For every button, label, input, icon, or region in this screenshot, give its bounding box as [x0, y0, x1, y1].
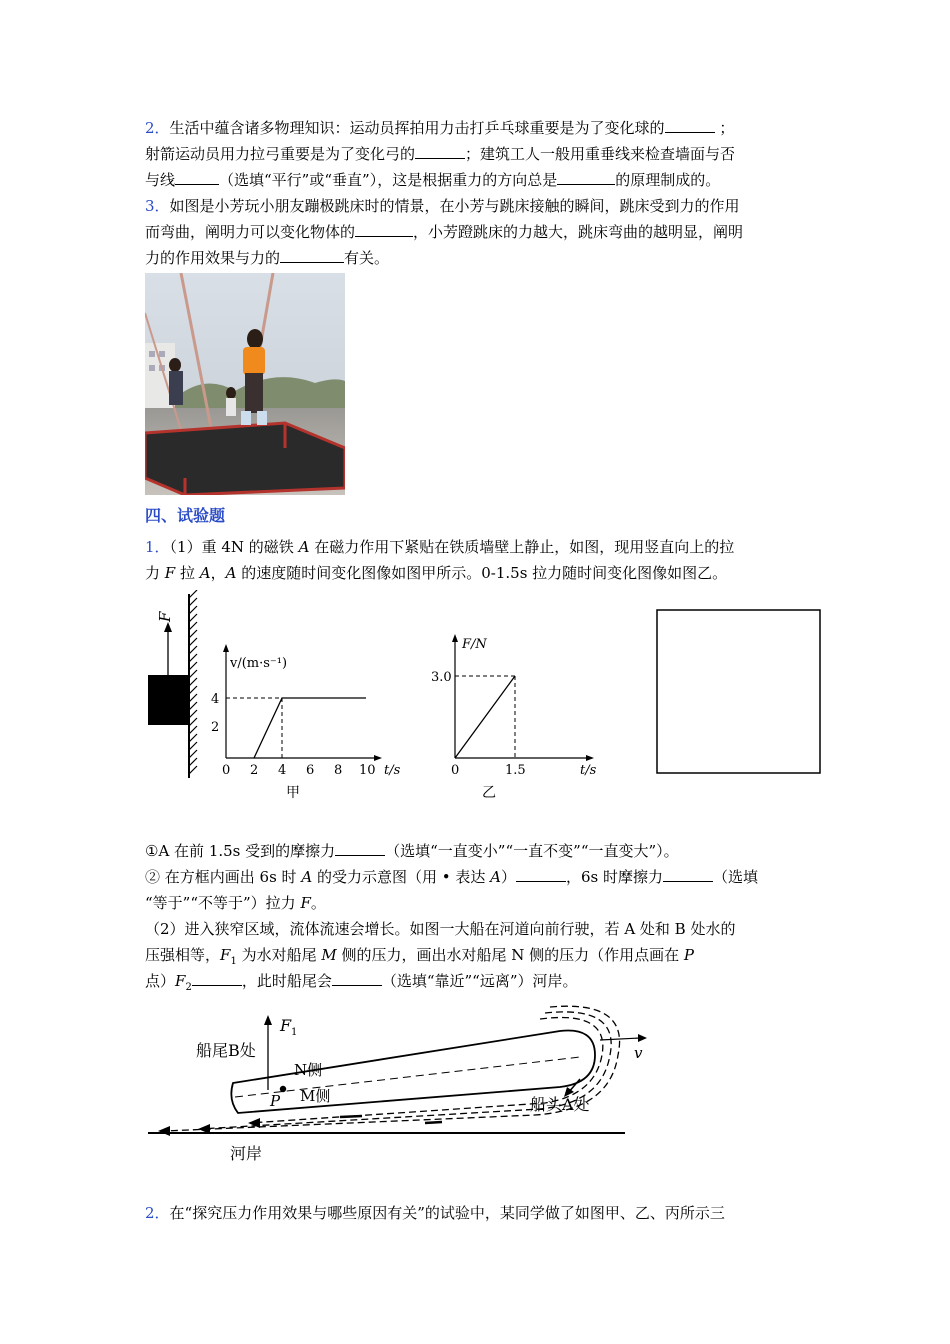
e1-text-italic: A — [199, 564, 211, 582]
wall-hatch-mark — [189, 630, 197, 638]
e1-text: “等于”“不等于”）拉力 — [145, 894, 301, 912]
e1-sub-1 — [145, 838, 815, 864]
trampoline-photo — [145, 273, 345, 495]
e1-subscript: 1 — [230, 956, 237, 967]
e1-part2-line-3 — [145, 968, 815, 1001]
wall-hatch-mark — [189, 694, 197, 702]
e1-text-italic: F — [175, 972, 186, 990]
e1-text: 点） — [145, 972, 176, 990]
wall-hatch-mark — [189, 702, 197, 710]
graph-yi — [431, 634, 597, 801]
answer-blank[interactable] — [332, 970, 382, 986]
e1-text-italic: F — [300, 894, 311, 912]
e1-text-italic: F — [164, 564, 176, 582]
river-bank-label: 河岸 — [230, 1144, 263, 1163]
e1-text: ，6s 时摩擦力 — [565, 868, 663, 886]
answer-box[interactable] — [657, 610, 820, 773]
n-side-label: N侧 — [294, 1061, 323, 1079]
q3-text: 有关。 — [344, 249, 390, 267]
q2-text: 射箭运动员用力拉弓重要是为了变化弓的 — [145, 145, 416, 163]
q2-number: 2． — [145, 119, 170, 137]
wall-hatch-mark — [189, 662, 197, 670]
jia-xtick: 8 — [334, 763, 343, 778]
q3-text: 力的作用效果与力的 — [145, 249, 281, 267]
f1-label: F — [280, 1016, 292, 1035]
e1-text-italic: A — [298, 538, 310, 556]
e1-text-italic: F — [220, 946, 231, 964]
jia-xtick: 0 — [222, 763, 231, 778]
e1-text: 的受力示意图（用 • 表达 — [312, 868, 491, 886]
e1-text: 的速度随时间变化图像如图甲所示。0-1.5s 拉力随时间变化图像如图乙。 — [236, 564, 728, 582]
wall-hatch-mark — [189, 654, 197, 662]
iron-wall — [189, 590, 197, 778]
wall-hatch-mark — [189, 598, 197, 606]
q2-text: 与线 — [145, 171, 176, 189]
yi-ylabel: F/N — [462, 637, 487, 652]
wall-hatch-mark — [189, 606, 197, 614]
answer-blank[interactable] — [175, 169, 219, 185]
wall-hatch-mark — [189, 766, 197, 774]
e1-text-italic: M — [321, 946, 337, 964]
wall-hatch-mark — [189, 710, 197, 718]
wall-hatch-mark — [189, 686, 197, 694]
force-label: F — [156, 611, 174, 622]
jia-ytick: 4 — [211, 692, 220, 707]
bow-label: 船头A处 — [530, 1095, 590, 1114]
e1-text: （选填“一直变小”“一直不变”“一直变大”）。 — [385, 842, 679, 860]
e2-number: 2． — [145, 1204, 170, 1222]
e1-text: 为水对船尾 — [236, 946, 322, 964]
e1-text-italic: A — [301, 868, 313, 886]
e1-text-italic: A — [490, 868, 501, 886]
e1-line-1 — [145, 534, 815, 560]
e1-text: ，此时船尾会 — [241, 972, 332, 990]
e1-sub-2 — [145, 864, 815, 890]
yi-xtick: 1.5 — [505, 763, 526, 778]
q2-text: ；建筑工人一般用重垂线来检查墙面与否 — [465, 145, 736, 163]
q2-text: （选填“平行”或“垂直”），这是根据重力的方向总是 — [219, 171, 558, 189]
e1-text: ①A 在前 1.5s 受到的摩擦力 — [145, 842, 336, 860]
wall-hatch-mark — [189, 726, 197, 734]
jia-xtick: 4 — [278, 763, 287, 778]
e1-text: ， — [210, 564, 226, 582]
e1-sub-3 — [145, 890, 815, 916]
velocity-label: v — [634, 1044, 643, 1062]
q3-text: 如图是小芳玩小朋友蹦极跳床时的情景，在小芳与跳床接触的瞬间，跳床受到力的作用 — [169, 197, 740, 215]
wall-hatch-mark — [189, 646, 197, 654]
answer-blank[interactable] — [280, 247, 344, 263]
q3-line-2 — [145, 219, 815, 245]
yi-xlabel: t/s — [580, 763, 597, 778]
e1-text: 侧的压力，画出水对船尾 N 侧的压力（作用点画在 — [336, 946, 684, 964]
e1-text: 压强相等， — [145, 946, 221, 964]
e1-line-2 — [145, 560, 815, 586]
wall-hatch-mark — [189, 678, 197, 686]
yi-xtick: 0 — [451, 763, 460, 778]
figure-magnet-graphs — [140, 590, 830, 810]
e1-text: 在磁力作用下紧贴在铁质墙壁上静止，如图，现用竖直向上的拉 — [309, 538, 735, 556]
e2-line-1 — [145, 1200, 815, 1226]
q3-number: 3． — [145, 197, 170, 215]
q3-line-1 — [145, 193, 815, 219]
e1-subscript: 2 — [185, 982, 192, 993]
e1-text-italic: P — [683, 946, 695, 964]
jia-xlabel: t/s — [384, 763, 401, 778]
e1-text: 力 — [145, 564, 165, 582]
wall-hatch-mark — [189, 750, 197, 758]
e1-text: ） — [500, 868, 516, 886]
jia-ytick: 2 — [211, 720, 220, 735]
wall-hatch-mark — [189, 638, 197, 646]
jia-ylabel: v/(m·s⁻¹) — [230, 656, 288, 671]
e1-text: （1）重 4N 的磁铁 — [169, 538, 299, 556]
q3-text: ，小芳蹬跳床的力越大，跳床弯曲的越明显，阐明 — [413, 223, 744, 241]
answer-blank[interactable] — [516, 866, 566, 882]
q2-text: 生活中蕴含诸多物理知识：运动员挥拍用力击打乒乓球重要是为了变化球的 — [169, 119, 665, 137]
yi-caption: 乙 — [482, 785, 496, 801]
graph-jia — [211, 644, 401, 801]
e1-text: 。 — [310, 894, 326, 912]
q3-text: 而弯曲，阐明力可以变化物体的 — [145, 223, 356, 241]
e1-text: 拉 — [175, 564, 200, 582]
jia-xtick: 2 — [250, 763, 259, 778]
q2-line-2 — [145, 141, 815, 167]
answer-blank[interactable] — [192, 970, 242, 986]
wall-hatch-mark — [189, 758, 197, 766]
e1-part2-line-1 — [145, 916, 815, 942]
wall-hatch-mark — [189, 742, 197, 750]
answer-blank[interactable] — [557, 169, 615, 185]
section-heading: 四、试验题 — [145, 506, 226, 525]
answer-blank[interactable] — [335, 840, 385, 856]
magnet-block — [148, 675, 188, 725]
e1-text: （选填“靠近”“远离”）河岸。 — [381, 972, 578, 990]
q3-line-3 — [145, 245, 815, 271]
yi-ytick: 3.0 — [431, 670, 452, 685]
wall-hatch-mark — [189, 622, 197, 630]
jia-caption: 甲 — [286, 785, 300, 801]
answer-blank[interactable] — [355, 221, 413, 237]
point-p-label: P — [270, 1092, 281, 1110]
q2-text: 的原理制成的。 — [615, 171, 721, 189]
wall-hatch-mark — [189, 590, 197, 598]
e1-number: 1． — [145, 538, 170, 556]
answer-blank[interactable] — [665, 117, 715, 133]
e2-text: 在“探究压力作用效果与哪些原因有关”的试验中，某同学做了如图甲、乙、丙所示三 — [169, 1204, 725, 1222]
stern-label: 船尾B处 — [196, 1041, 256, 1060]
yi-force-line — [455, 676, 515, 758]
jia-velocity-line — [254, 698, 366, 758]
m-side-label: M侧 — [300, 1087, 331, 1105]
e1-text: ② 在方框内画出 6s 时 — [145, 868, 302, 886]
answer-blank[interactable] — [415, 143, 465, 159]
point-p — [280, 1086, 286, 1092]
e1-text: （选填 — [712, 868, 758, 886]
f1-subscript: 1 — [291, 1027, 298, 1038]
wall-hatch-mark — [189, 614, 197, 622]
jia-xtick: 10 — [359, 763, 376, 778]
answer-blank[interactable] — [663, 866, 713, 882]
e1-text-italic: A — [225, 564, 237, 582]
wall-hatch-mark — [189, 734, 197, 742]
q2-text: ； — [719, 119, 735, 137]
wall-hatch-mark — [189, 670, 197, 678]
e1-text: （2）进入狭窄区域，流体流速会增长。如图一大船在河道向前行驶，若 A 处和 B 处水的 — [145, 920, 736, 938]
force-arrow — [164, 622, 172, 675]
q2-line-3 — [145, 167, 815, 193]
figure-ship — [140, 1005, 660, 1175]
jia-xtick: 6 — [306, 763, 315, 778]
wall-hatch-mark — [189, 718, 197, 726]
q2-line-1 — [145, 115, 815, 141]
